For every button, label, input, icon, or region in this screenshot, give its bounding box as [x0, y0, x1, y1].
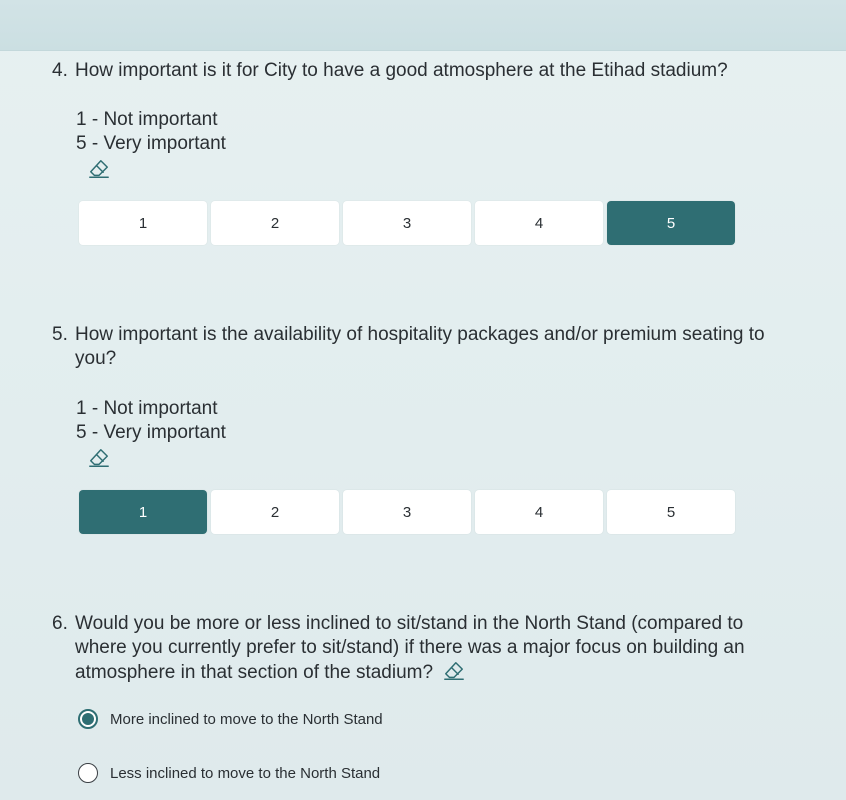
question-4-number: 4.	[52, 60, 68, 81]
legend-high: 5 - Very important	[76, 422, 226, 443]
scale-option-2[interactable]: 2	[211, 201, 339, 245]
radio-option-less-inclined[interactable]	[78, 763, 380, 783]
scale-option-5[interactable]: 5	[607, 201, 735, 245]
question-6-title	[52, 612, 797, 685]
question-5-scale	[79, 490, 735, 534]
question-6-text-wrap	[75, 612, 797, 685]
radio-button[interactable]	[78, 763, 98, 783]
eraser-icon[interactable]	[443, 660, 465, 682]
scale-option-5[interactable]: 5	[607, 490, 735, 534]
question-4-legend	[76, 108, 226, 156]
scale-option-3[interactable]: 3	[343, 490, 471, 534]
legend-high: 5 - Very important	[76, 133, 226, 154]
scale-option-1[interactable]: 1	[79, 201, 207, 245]
question-5-text: How important is the availability of hospitality packages and/or premium seating to you?	[75, 324, 765, 369]
eraser-icon[interactable]	[88, 447, 110, 469]
question-4-title	[52, 59, 797, 83]
radio-button[interactable]	[78, 709, 98, 729]
legend-low: 1 - Not important	[76, 398, 218, 419]
legend-low: 1 - Not important	[76, 109, 218, 130]
radio-label: Less inclined to move to the North Stand	[110, 764, 381, 782]
question-5-title	[52, 323, 797, 371]
question-4-text: How important is it for City to have a good atmosphere at the Etihad stadium?	[75, 60, 728, 81]
question-5-number: 5.	[52, 324, 68, 345]
question-6-number: 6.	[52, 613, 68, 634]
question-4-scale	[79, 201, 735, 245]
radio-option-more-inclined[interactable]	[78, 709, 383, 729]
scale-option-4[interactable]: 4	[475, 201, 603, 245]
scale-option-1[interactable]: 1	[79, 490, 207, 534]
question-6-text: Would you be more or less inclined to sit/stand in the North Stand (compared to where you currently prefer to sit/stand) if there was a major focus on building an atmosphere in that section of the stadium?	[75, 613, 745, 683]
scale-option-3[interactable]: 3	[343, 201, 471, 245]
eraser-icon[interactable]	[88, 158, 110, 180]
top-header-bar	[0, 0, 846, 51]
question-5-legend	[76, 397, 226, 445]
scale-option-2[interactable]: 2	[211, 490, 339, 534]
scale-option-4[interactable]: 4	[475, 490, 603, 534]
radio-label: More inclined to move to the North Stand	[110, 710, 383, 728]
